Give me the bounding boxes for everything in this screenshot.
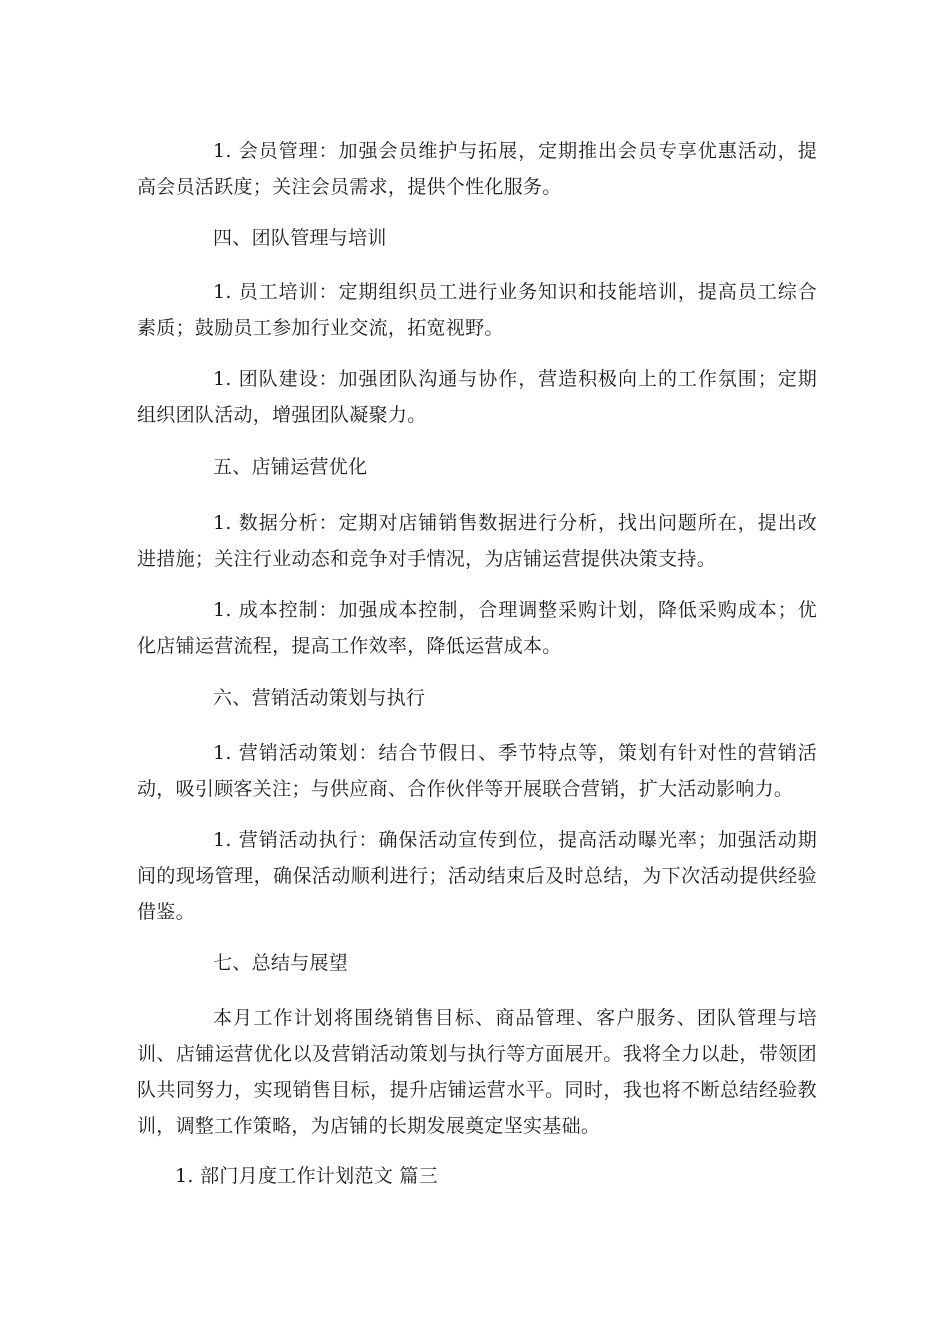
section-heading-marketing: 六、营销活动策划与执行 [213, 687, 426, 709]
section-heading-store-operations: 五、店铺运营优化 [213, 456, 368, 478]
next-section-title: 1. 部门月度工作计划范文 篇三 [175, 1165, 439, 1187]
paragraph-staff-training: 1. 员工培训：定期组织员工进行业务知识和技能培训，提高员工综合素质；鼓励员工参加行业交流，拓宽视野。 [137, 281, 817, 339]
section-heading-summary: 七、总结与展望 [213, 952, 349, 974]
paragraph-marketing-execution: 1. 营销活动执行：确保活动宣传到位，提高活动曝光率；加强活动期间的现场管理，确保活动顺利进行；活动结束后及时总结，为下次活动提供经验借鉴。 [137, 829, 817, 923]
paragraph-member-management: 1. 会员管理：加强会员维护与拓展，定期推出会员专享优惠活动，提高会员活跃度；关注会员需求，提供个性化服务。 [137, 140, 817, 198]
section-heading-team-management: 四、团队管理与培训 [213, 227, 387, 249]
paragraph-cost-control: 1. 成本控制：加强成本控制，合理调整采购计划，降低采购成本；优化店铺运营流程，提高工作效率，降低运营成本。 [137, 599, 817, 657]
paragraph-marketing-planning: 1. 营销活动策划：结合节假日、季节特点等，策划有针对性的营销活动，吸引顾客关注；与供应商、合作伙伴等开展联合营销，扩大活动影响力。 [137, 742, 817, 800]
paragraph-data-analysis: 1. 数据分析：定期对店铺销售数据进行分析，找出问题所在，提出改进措施；关注行业动态和竞争对手情况，为店铺运营提供决策支持。 [137, 512, 817, 570]
paragraph-summary: 本月工作计划将围绕销售目标、商品管理、客户服务、团队管理与培训、店铺运营优化以及营销活动策划与执行等方面展开。我将全力以赴，带领团队共同努力，实现销售目标，提升店铺运营水平。同时，我也将不断总结经验教训，调整工作策略，为店铺的长期发展奠定坚实基础。 [137, 1007, 817, 1137]
paragraph-team-building: 1. 团队建设：加强团队沟通与协作，营造积极向上的工作氛围；定期组织团队活动，增强团队凝聚力。 [137, 368, 817, 426]
